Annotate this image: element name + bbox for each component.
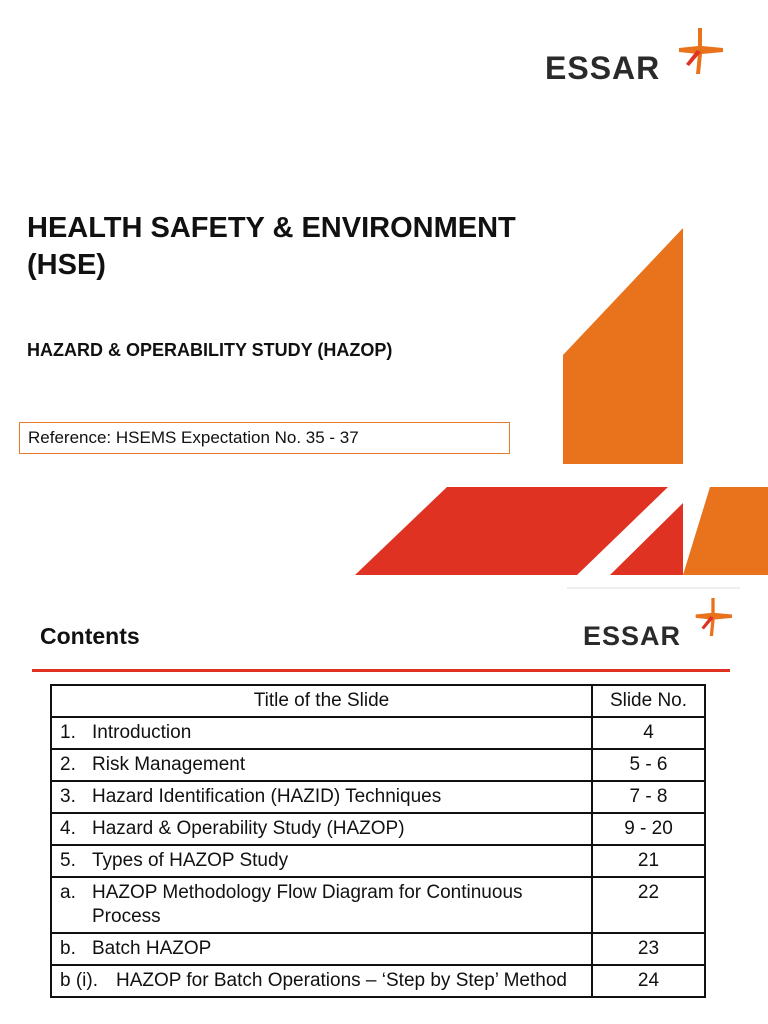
row-title: Introduction: [92, 722, 192, 743]
row-slide-no: 23: [592, 933, 705, 965]
table-row: [51, 845, 705, 877]
row-index: 3.: [60, 786, 76, 807]
row-title: Hazard & Operability Study (HAZOP): [92, 818, 405, 839]
column-header-title: Title of the Slide: [51, 685, 592, 717]
row-index: 4.: [60, 818, 76, 839]
orange-parallelogram-lower: [683, 487, 768, 575]
table-row: [51, 717, 705, 749]
row-slide-no: 7 - 8: [592, 781, 705, 813]
essar-star-icon: [677, 28, 723, 74]
row-title: HAZOP Methodology Flow Diagram for Continuous Process: [92, 882, 523, 927]
row-title: Batch HAZOP: [92, 938, 212, 959]
divider: [32, 669, 730, 672]
page-title: HEALTH SAFETY & ENVIRONMENT (HSE): [27, 212, 516, 281]
orange-parallelogram-upper: [563, 228, 683, 464]
table-row: [51, 965, 705, 997]
row-slide-no: 24: [592, 965, 705, 997]
table-row: [51, 749, 705, 781]
row-title: Types of HAZOP Study: [92, 850, 289, 871]
row-index: b.: [60, 938, 76, 959]
row-index: 5.: [60, 850, 76, 871]
row-index: 2.: [60, 754, 76, 775]
row-slide-no: 22: [592, 877, 705, 933]
logo-wordmark: ESSAR: [545, 50, 661, 86]
essar-logo: [583, 598, 733, 654]
table-row: [51, 933, 705, 965]
row-title: Risk Management: [92, 754, 246, 775]
row-index: 1.: [60, 722, 76, 743]
table-row: [51, 813, 705, 845]
page-subtitle: HAZARD & OPERABILITY STUDY (HAZOP): [27, 340, 393, 360]
red-parallelogram: [355, 487, 668, 575]
table-header-row: [51, 685, 705, 717]
logo-wordmark: ESSAR: [583, 621, 682, 651]
contents-heading: Contents: [40, 623, 140, 649]
essar-logo: [545, 28, 725, 88]
contents-table: [50, 684, 706, 998]
row-slide-no: 4: [592, 717, 705, 749]
row-slide-no: 9 - 20: [592, 813, 705, 845]
table-row: [51, 781, 705, 813]
contents-slide: [0, 590, 768, 1024]
essar-star-icon: [694, 598, 732, 636]
row-slide-no: 5 - 6: [592, 749, 705, 781]
row-index: b (i).: [60, 970, 98, 991]
row-slide-no: 21: [592, 845, 705, 877]
table-row: [51, 877, 705, 933]
row-index: a.: [60, 882, 76, 903]
reference-box: Reference: HSEMS Expectation No. 35 - 37: [19, 422, 510, 454]
row-title: Hazard Identification (HAZID) Techniques: [92, 786, 442, 807]
row-title: HAZOP for Batch Operations – ‘Step by Step’ Method: [116, 970, 567, 991]
column-header-slide-no: Slide No.: [592, 685, 705, 717]
